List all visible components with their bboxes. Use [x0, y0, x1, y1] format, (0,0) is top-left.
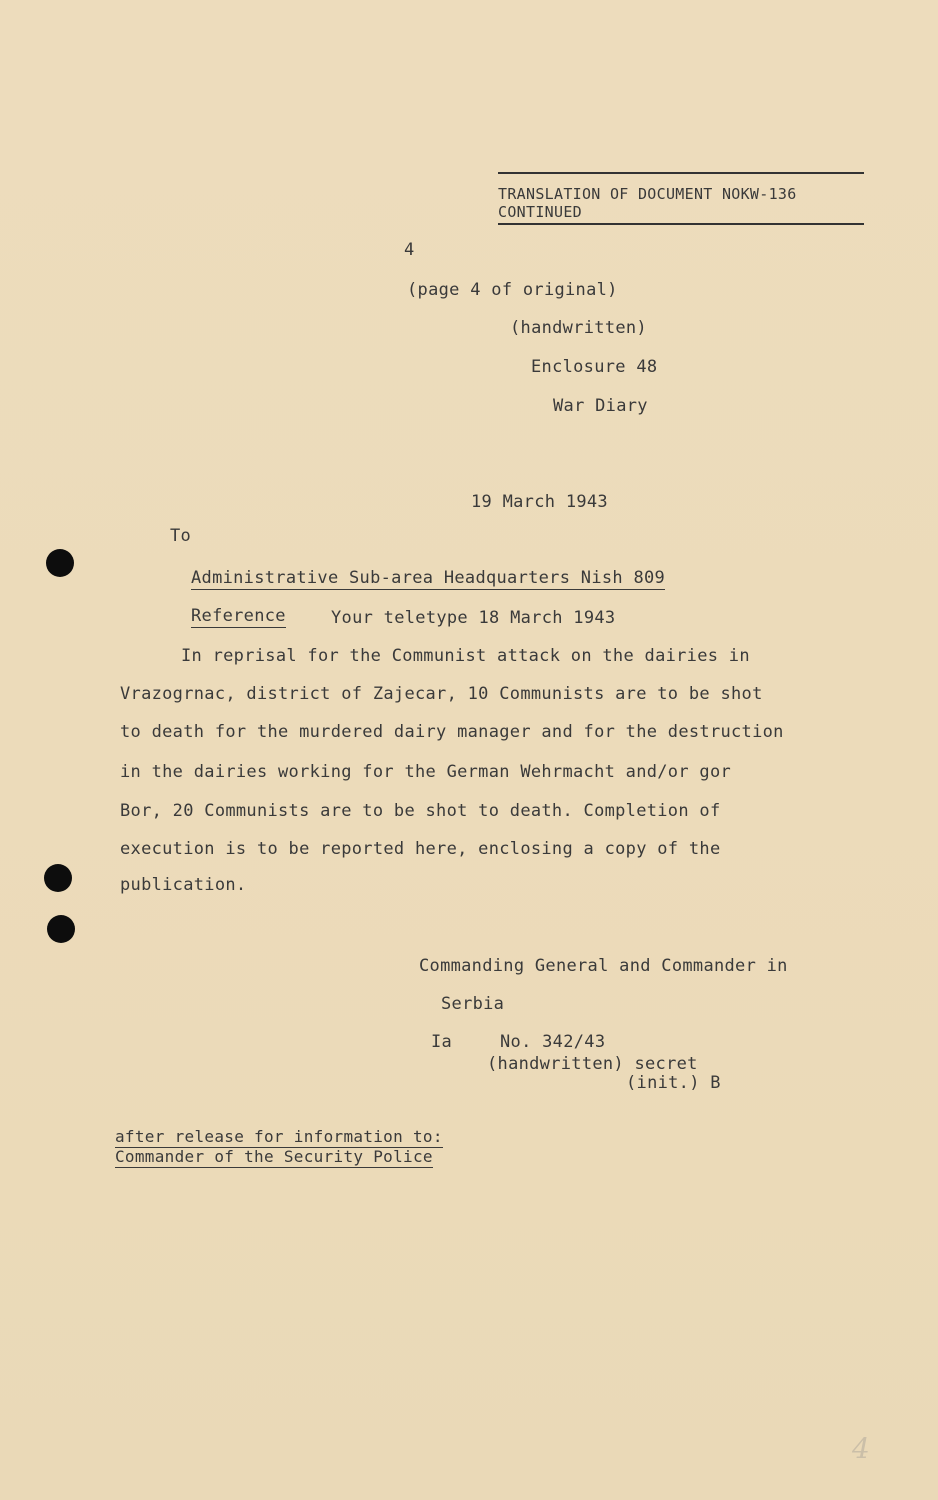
war-diary-label: War Diary	[553, 396, 648, 416]
punch-hole	[47, 915, 75, 943]
header-title: TRANSLATION OF DOCUMENT NOKW-136	[498, 185, 797, 203]
reference-label: Reference	[191, 606, 286, 626]
signature-ia: Ia	[431, 1032, 453, 1052]
body-line: in the dairies working for the German Wehrmacht and/or gor	[120, 762, 732, 782]
document-header	[498, 172, 864, 226]
addressee: Administrative Sub-area Headquarters Nish 809	[191, 568, 666, 588]
enclosure-label: Enclosure 48	[531, 357, 658, 377]
reference-text: Your teletype 18 March 1943	[331, 608, 616, 628]
handwritten-page-number: 4	[852, 1432, 870, 1465]
distribution-line: after release for information to:	[115, 1127, 443, 1146]
header-rule-top	[498, 172, 864, 174]
body-line: to death for the murdered dairy manager and for the destruction	[120, 722, 784, 742]
body-line: execution is to be reported here, enclosing a copy of the	[120, 839, 721, 859]
handwritten-note: (handwritten)	[510, 318, 647, 338]
body-line: Vrazogrnac, district of Zajecar, 10 Communists are to be shot	[120, 684, 763, 704]
signature-init: (init.) B	[626, 1073, 721, 1093]
header-rule-bottom	[498, 223, 864, 225]
document-date: 19 March 1943	[471, 492, 608, 512]
punch-hole	[44, 864, 72, 892]
signature-title: Commanding General and Commander in	[419, 956, 788, 976]
body-line: publication.	[120, 875, 247, 895]
page-note: (page 4 of original)	[407, 280, 618, 300]
to-label: To	[170, 526, 192, 546]
page-marker: 4	[404, 240, 415, 260]
body-line: Bor, 20 Communists are to be shot to death. Completion of	[120, 801, 721, 821]
punch-hole	[46, 549, 74, 577]
signature-region: Serbia	[441, 994, 505, 1014]
body-line: In reprisal for the Communist attack on the dairies in	[181, 646, 750, 666]
distribution-recipient: Commander of the Security Police	[115, 1147, 433, 1166]
signature-secret: (handwritten) secret	[487, 1054, 698, 1074]
header-continued: CONTINUED	[498, 203, 582, 221]
signature-number: No. 342/43	[500, 1032, 606, 1052]
